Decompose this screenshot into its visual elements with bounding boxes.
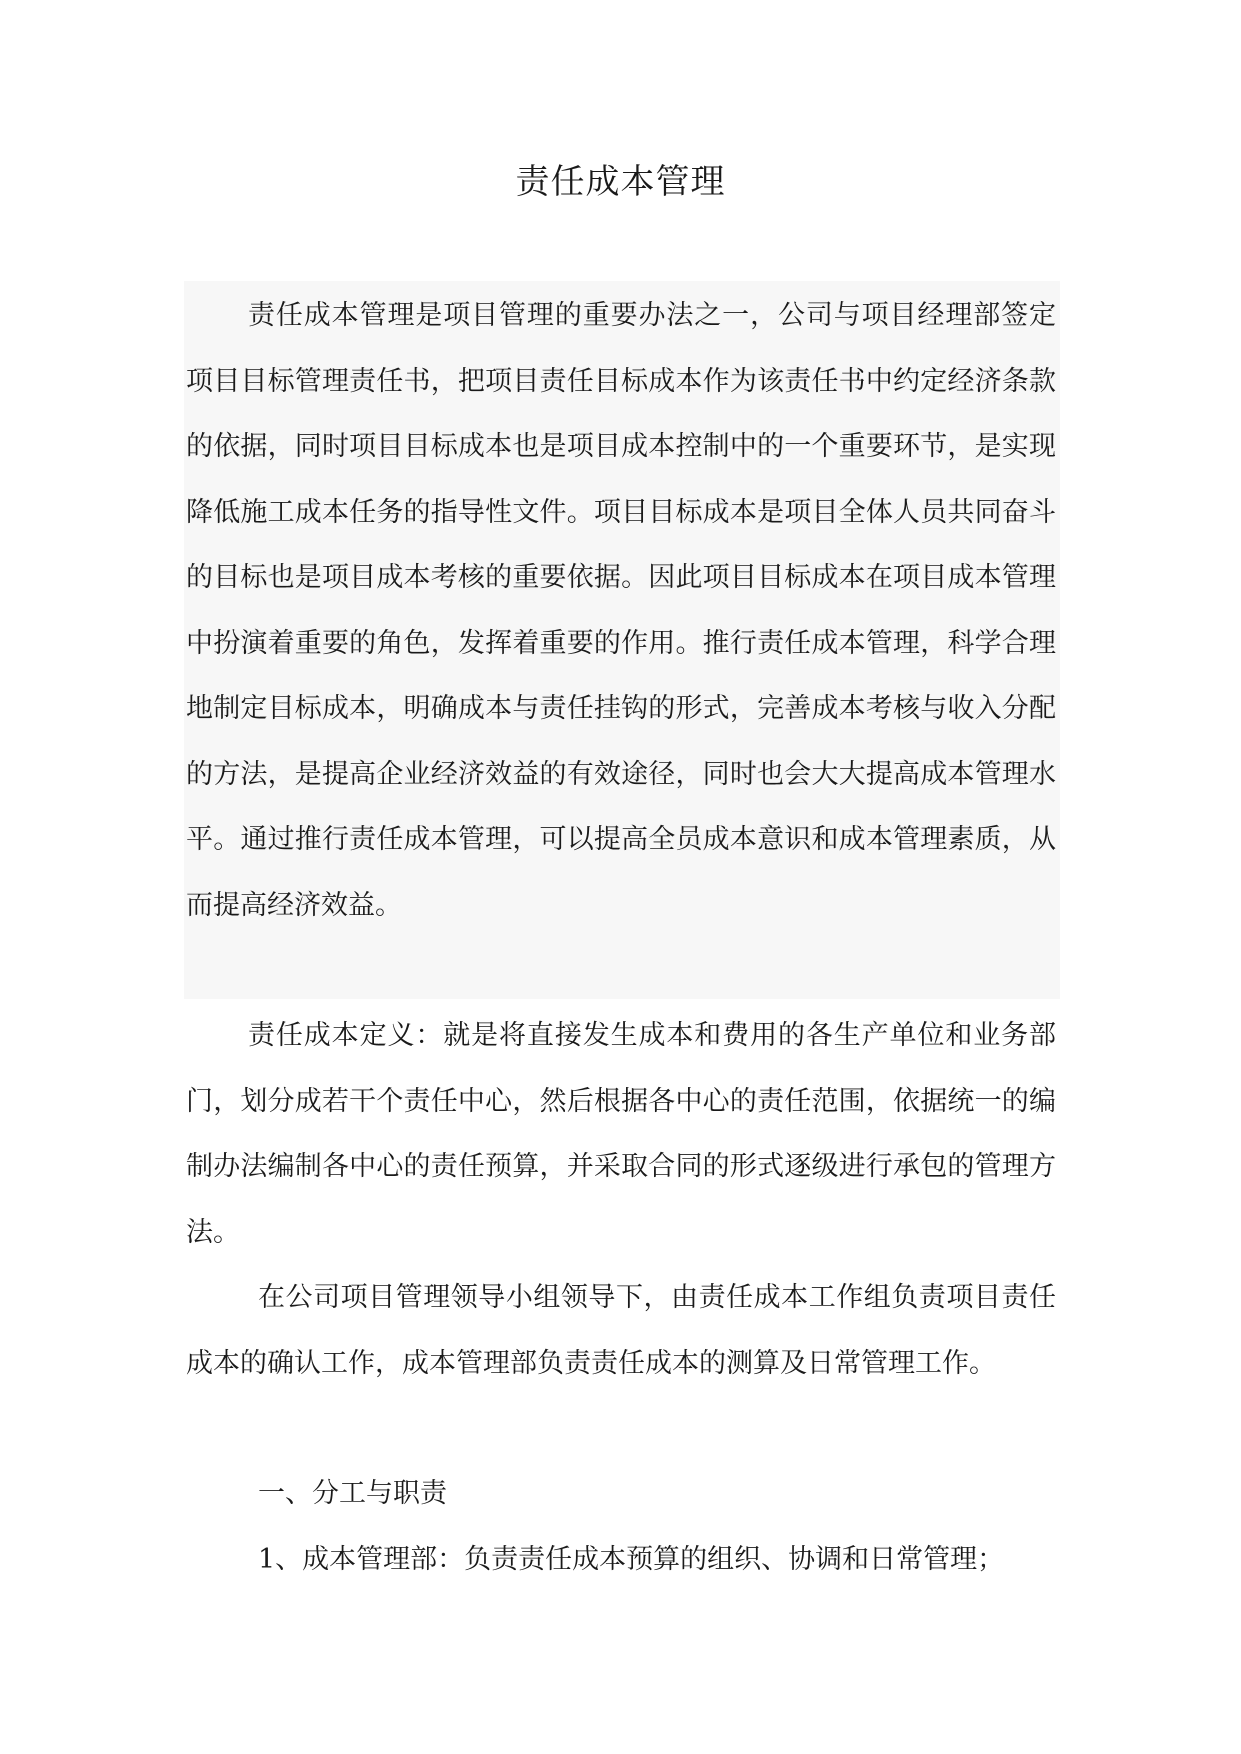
list-item-cost-management-dept: 1、成本管理部：负责责任成本预算的组织、协调和日常管理； <box>258 1544 1005 1575</box>
paragraph-introduction: 责任成本管理是项目管理的重要办法之一，公司与项目经理部签定项目目标管理责任书，把项目责任目标成本作为该责任书中约定经济条款的依据，同时项目目标成本也是项目成本控制中的一个重要环节，是实现降低施工成本任务的指导性文件。项目目标成本是项目全体人员共同奋斗的目标也是项目成本考核的重要依据。因此项目目标成本在项目成本管理中扮演着重要的角色，发挥着重要的作用。推行责任成本管理，科学合理地制定目标成本，明确成本与责任挂钩的形式，完善成本考核与收入分配的方法，是提高企业经济效益的有效途径，同时也会大大提高成本管理水平。通过推行责任成本管理，可以提高全员成本意识和成本管理素质，从而提高经济效益。 <box>186 300 1056 921</box>
paragraph-definition: 责任成本定义：就是将直接发生成本和费用的各生产单位和业务部门，划分成若干个责任中心，然后根据各中心的责任范围，依据统一的编制办法编制各中心的责任预算，并采取合同的形式逐级进行承包的管理方法。 <box>186 1020 1056 1248</box>
section-heading-division-of-duties: 一、分工与职责 <box>258 1478 447 1509</box>
document-title: 责任成本管理 <box>515 162 726 202</box>
paragraph-organization: 在公司项目管理领导小组领导下，由责任成本工作组负责项目责任成本的确认工作，成本管理部负责责任成本的测算及日常管理工作。 <box>186 1282 1056 1379</box>
